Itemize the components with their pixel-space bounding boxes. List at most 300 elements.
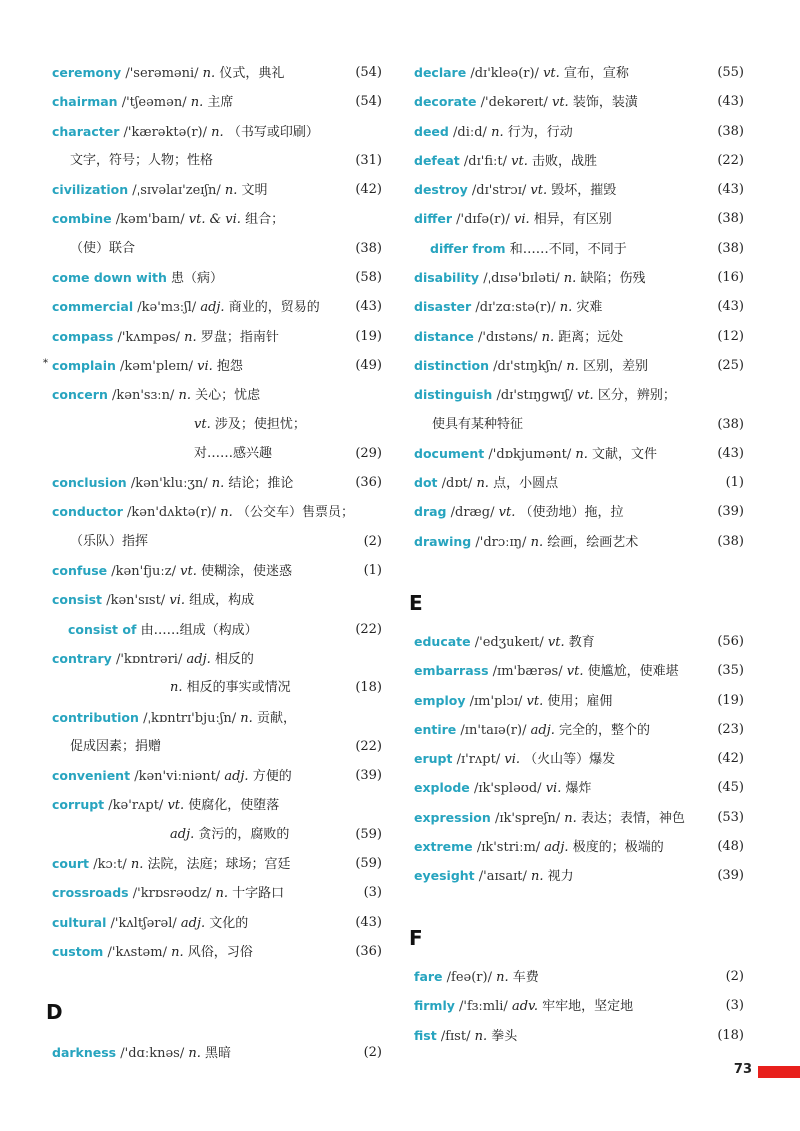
pronunciation: /'kʌltʃərəl/ bbox=[110, 915, 177, 931]
glossary-entry bbox=[414, 87, 744, 116]
chinese-meaning: 距离；远处 bbox=[558, 329, 624, 345]
entry-continuation: 促成因素；捐赠 bbox=[70, 738, 162, 754]
pronunciation: /ɪk'striːm/ bbox=[476, 840, 541, 856]
section-f-entries bbox=[414, 962, 744, 1050]
part-of-speech: n. bbox=[563, 271, 577, 287]
glossary-entry bbox=[414, 263, 744, 292]
unit-page-ref: (2) bbox=[363, 1045, 382, 1060]
page-number: 73 bbox=[733, 1062, 752, 1077]
chinese-meaning: 涉及；使担忧； bbox=[214, 416, 306, 432]
chinese-meaning: 绘画，绘画艺术 bbox=[547, 534, 639, 550]
unit-page-ref: (58) bbox=[355, 270, 382, 286]
part-of-speech: n. bbox=[184, 329, 197, 345]
part-of-speech: n. bbox=[190, 95, 204, 111]
part-of-speech: n. bbox=[496, 970, 509, 985]
chinese-meaning: 点，小圆点 bbox=[493, 476, 559, 492]
chinese-meaning: 贡献， bbox=[256, 710, 296, 726]
entry-continuation: 对……感兴趣 bbox=[194, 445, 273, 461]
unit-page-ref: (1) bbox=[725, 475, 744, 491]
pronunciation: /kən'sɜːn/ bbox=[112, 388, 175, 404]
part-of-speech: n. bbox=[240, 710, 253, 726]
unit-page-ref: (16) bbox=[717, 270, 744, 286]
glossary-entry bbox=[414, 292, 744, 321]
headword: chairman bbox=[52, 94, 118, 110]
headword: contrary bbox=[52, 650, 112, 666]
glossary-entry bbox=[52, 790, 382, 819]
part-of-speech: n. bbox=[566, 358, 579, 374]
chinese-meaning: （公交车）售票员； bbox=[236, 505, 354, 521]
chinese-meaning: 击败，战胜 bbox=[531, 153, 597, 169]
unit-page-ref: (3) bbox=[725, 998, 744, 1014]
section-letter-f: F bbox=[409, 926, 423, 950]
section-e-entries bbox=[414, 627, 744, 891]
part-of-speech: adj. bbox=[224, 769, 249, 785]
part-of-speech: n. bbox=[188, 1046, 201, 1061]
part-of-speech: n. bbox=[474, 1028, 488, 1044]
part-of-speech: n. bbox=[215, 886, 228, 902]
chinese-meaning: 黑暗 bbox=[205, 1046, 232, 1061]
pronunciation: /kən'fjuːz/ bbox=[111, 564, 177, 580]
pronunciation: /'kærəktə(r)/ bbox=[123, 124, 208, 140]
chinese-meaning: 视力 bbox=[547, 869, 574, 885]
pronunciation: /ɪm'bærəs/ bbox=[492, 664, 563, 680]
chinese-meaning: 使尴尬，使难堪 bbox=[587, 664, 679, 680]
headword: disability bbox=[414, 270, 480, 286]
entry-continuation: 使具有某种特征 bbox=[432, 416, 524, 432]
section-letter-e: E bbox=[409, 591, 423, 615]
part-of-speech: n. bbox=[130, 857, 144, 873]
glossary-entry bbox=[43, 351, 382, 380]
unit-page-ref: (39) bbox=[355, 768, 382, 784]
glossary-entry bbox=[414, 410, 744, 439]
pronunciation: /kən'kluːʒn/ bbox=[130, 476, 208, 492]
glossary-entry bbox=[52, 732, 382, 761]
pronunciation: /'dɪstəns/ bbox=[478, 329, 538, 345]
part-of-speech: n. bbox=[530, 534, 544, 550]
pronunciation: /dɪ'stɪŋgwɪʃ/ bbox=[496, 388, 573, 404]
headword: conductor bbox=[52, 504, 123, 520]
unit-page-ref: (43) bbox=[355, 914, 382, 930]
chinese-meaning: 缺陷；伤残 bbox=[580, 271, 646, 287]
unit-page-ref: (39) bbox=[717, 504, 744, 520]
unit-page-ref: (2) bbox=[363, 533, 382, 549]
part-of-speech: vt. & vi. bbox=[188, 212, 241, 228]
glossary-entry bbox=[52, 556, 382, 585]
headword: drag bbox=[414, 504, 447, 520]
headword: character bbox=[52, 123, 120, 139]
headword: differ bbox=[414, 211, 453, 227]
part-of-speech: n. bbox=[575, 446, 588, 462]
unit-page-ref: (38) bbox=[717, 240, 744, 256]
chinese-meaning: 十字路口 bbox=[232, 886, 285, 902]
unit-page-ref: (38) bbox=[717, 416, 744, 432]
unit-page-ref: (29) bbox=[355, 445, 382, 461]
chinese-meaning: （书写或印刷） bbox=[227, 124, 319, 140]
headword: differ from bbox=[430, 240, 506, 256]
unit-page-ref: (38) bbox=[717, 123, 744, 139]
unit-page-ref: (39) bbox=[717, 868, 744, 884]
chinese-meaning: 方便的 bbox=[252, 769, 292, 785]
part-of-speech: vt. bbox=[526, 693, 544, 709]
part-of-speech: vt. bbox=[167, 798, 185, 814]
part-of-speech: n. bbox=[211, 124, 224, 140]
part-of-speech: vt. bbox=[511, 153, 528, 169]
headword: firmly bbox=[414, 998, 455, 1014]
chinese-meaning: 完全的，整个的 bbox=[559, 722, 651, 738]
part-of-speech: adj. bbox=[170, 826, 195, 842]
unit-page-ref: (31) bbox=[355, 152, 382, 168]
glossary-entry bbox=[414, 234, 744, 263]
pronunciation: /kə'rʌpt/ bbox=[108, 798, 164, 814]
pronunciation: /'fɜːmli/ bbox=[459, 999, 508, 1015]
pronunciation: /kə'mɜːʃl/ bbox=[137, 300, 197, 316]
headword: declare bbox=[414, 65, 467, 80]
chinese-meaning: 表达；表情，神色 bbox=[580, 810, 685, 826]
pronunciation: /ɪm'plɔɪ/ bbox=[469, 693, 523, 709]
chinese-meaning: 罗盘；指南针 bbox=[200, 329, 279, 345]
glossary-entry bbox=[414, 991, 744, 1020]
headword: commercial bbox=[52, 299, 134, 315]
part-of-speech: vi. bbox=[513, 212, 530, 228]
part-of-speech: n. bbox=[476, 476, 489, 492]
glossary-entry bbox=[414, 58, 744, 87]
glossary-entry bbox=[414, 380, 744, 409]
pronunciation: /ˌdɪsə'bɪləti/ bbox=[483, 271, 560, 287]
part-of-speech: vi. bbox=[169, 593, 185, 609]
glossary-entry bbox=[52, 117, 382, 146]
headword: civilization bbox=[52, 182, 129, 198]
pronunciation: /kən'sɪst/ bbox=[106, 593, 166, 609]
unit-page-ref: (54) bbox=[355, 94, 382, 110]
glossary-entry bbox=[52, 175, 382, 204]
glossary-entry bbox=[52, 58, 382, 87]
unit-page-ref: (59) bbox=[355, 826, 382, 842]
glossary-entry bbox=[414, 117, 744, 146]
pronunciation: /'edʒukeɪt/ bbox=[474, 635, 544, 650]
unit-page-ref: (54) bbox=[355, 65, 382, 80]
unit-page-ref: (35) bbox=[717, 663, 744, 679]
pronunciation: /dɒt/ bbox=[441, 476, 473, 492]
chinese-meaning: 使腐化，使堕落 bbox=[188, 798, 280, 814]
glossary-entry bbox=[414, 744, 744, 773]
chinese-meaning: 患（病） bbox=[171, 271, 224, 287]
chinese-meaning: 风俗，习俗 bbox=[187, 944, 253, 960]
pronunciation: /ɪk'spreʃn/ bbox=[494, 810, 561, 826]
headword: defeat bbox=[414, 152, 460, 168]
pronunciation: /ˌsɪvəlaɪ'zeɪʃn/ bbox=[132, 183, 221, 199]
unit-page-ref: (55) bbox=[717, 65, 744, 80]
unit-page-ref: (36) bbox=[355, 943, 382, 959]
glossary-entry bbox=[52, 644, 382, 673]
glossary-entry bbox=[414, 497, 744, 526]
glossary-entry bbox=[414, 715, 744, 744]
entry-marker: * bbox=[43, 357, 48, 369]
glossary-entry bbox=[414, 627, 744, 656]
headword: dot bbox=[414, 475, 438, 491]
pronunciation: /dɪ'kleə(r)/ bbox=[470, 66, 539, 81]
part-of-speech: vt. bbox=[530, 183, 548, 199]
unit-page-ref: (45) bbox=[717, 780, 744, 796]
headword: embarrass bbox=[414, 663, 489, 679]
part-of-speech: n. bbox=[224, 183, 238, 199]
pronunciation: /ˌkɒntrɪ'bjuːʃn/ bbox=[143, 710, 237, 726]
headword: deed bbox=[414, 123, 449, 139]
part-of-speech: vi. bbox=[504, 752, 520, 768]
pronunciation: /'dɑːknəs/ bbox=[120, 1046, 185, 1061]
chinese-meaning: 使用；雇佣 bbox=[547, 693, 613, 709]
headword: contribution bbox=[52, 709, 139, 725]
headword: employ bbox=[414, 692, 466, 708]
part-of-speech: n. bbox=[171, 944, 184, 960]
chinese-meaning: 文化的 bbox=[209, 915, 249, 931]
pronunciation: /'krɒsrəʊdz/ bbox=[132, 886, 212, 902]
glossary-entry bbox=[414, 962, 744, 991]
glossary-entry bbox=[52, 585, 382, 614]
part-of-speech: n. bbox=[559, 300, 573, 316]
headword: disaster bbox=[414, 299, 472, 315]
unit-page-ref: (18) bbox=[717, 1027, 744, 1043]
part-of-speech: vt. bbox=[566, 664, 584, 680]
chinese-meaning: 商业的，贸易的 bbox=[228, 300, 320, 316]
headword: consist of bbox=[68, 621, 137, 637]
pronunciation: /diːd/ bbox=[453, 124, 487, 140]
unit-page-ref: (3) bbox=[363, 885, 382, 901]
chinese-meaning: 宣布，宣称 bbox=[563, 66, 629, 81]
pronunciation: /kən'dʌktə(r)/ bbox=[127, 505, 217, 521]
glossary-entry bbox=[52, 468, 382, 497]
pronunciation: /'dɒkjumənt/ bbox=[488, 446, 572, 462]
chinese-meaning: 拳头 bbox=[491, 1028, 518, 1044]
headword: combine bbox=[52, 211, 112, 227]
headword: crossroads bbox=[52, 885, 129, 901]
pronunciation: /ɪk'spləʊd/ bbox=[473, 781, 542, 797]
chinese-meaning: 爆炸 bbox=[565, 781, 592, 797]
glossary-entry bbox=[414, 175, 744, 204]
glossary-entry bbox=[414, 468, 744, 497]
glossary-entry bbox=[52, 849, 382, 878]
part-of-speech: adj. bbox=[180, 915, 206, 931]
part-of-speech: n. bbox=[541, 329, 555, 345]
headword: decorate bbox=[414, 94, 477, 110]
section-d-entries bbox=[52, 1038, 382, 1067]
entry-extra-sense bbox=[52, 417, 306, 432]
unit-page-ref: (38) bbox=[717, 533, 744, 549]
headword: distance bbox=[414, 328, 474, 344]
headword: educate bbox=[414, 634, 471, 649]
chinese-meaning: （火山等）爆发 bbox=[524, 752, 616, 768]
headword: consist bbox=[52, 592, 103, 608]
headword: explode bbox=[414, 780, 470, 796]
part-of-speech: n. bbox=[530, 869, 544, 885]
headword: cultural bbox=[52, 914, 107, 930]
glossary-entry bbox=[414, 322, 744, 351]
chinese-meaning: 区别，差别 bbox=[582, 358, 648, 374]
glossary-entry bbox=[414, 803, 744, 832]
chinese-meaning: （使劲地）拖，拉 bbox=[519, 505, 624, 521]
chinese-meaning: 装饰，装潢 bbox=[572, 95, 638, 111]
pronunciation: /dɪ'fiːt/ bbox=[463, 153, 507, 169]
chinese-meaning: 关心；忧虑 bbox=[195, 388, 261, 404]
glossary-entry bbox=[52, 146, 382, 175]
part-of-speech: vt. bbox=[194, 416, 211, 432]
glossary-entry bbox=[414, 861, 744, 890]
part-of-speech: vt. bbox=[543, 66, 560, 81]
unit-page-ref: (22) bbox=[717, 152, 744, 168]
unit-page-ref: (22) bbox=[355, 621, 382, 637]
unit-page-ref: (43) bbox=[717, 445, 744, 461]
glossary-entry bbox=[52, 937, 382, 966]
pronunciation: /'kɒntrəri/ bbox=[115, 651, 183, 667]
glossary-entry bbox=[414, 686, 744, 715]
right-column bbox=[414, 58, 744, 556]
glossary-entry bbox=[414, 656, 744, 685]
chinese-meaning: 结论；推论 bbox=[228, 476, 294, 492]
unit-page-ref: (23) bbox=[717, 721, 744, 737]
chinese-meaning: 由……组成（构成） bbox=[140, 622, 258, 638]
headword: custom bbox=[52, 943, 104, 959]
entry-continuation: （乐队）指挥 bbox=[70, 533, 149, 549]
unit-page-ref: (19) bbox=[717, 692, 744, 708]
pronunciation: /feə(r)/ bbox=[446, 970, 492, 985]
part-of-speech: vt. bbox=[498, 505, 516, 521]
glossary-entry bbox=[414, 146, 744, 175]
chinese-meaning: 牢牢地，坚定地 bbox=[542, 999, 634, 1015]
entry-extra-sense bbox=[52, 680, 291, 695]
unit-page-ref: (43) bbox=[717, 299, 744, 315]
glossary-entry bbox=[52, 410, 382, 439]
headword: destroy bbox=[414, 182, 468, 198]
part-of-speech: adj. bbox=[186, 651, 211, 667]
chinese-meaning: 使糊涂，使迷惑 bbox=[201, 564, 293, 580]
pronunciation: /'dɪfə(r)/ bbox=[456, 212, 510, 228]
glossary-entry bbox=[52, 380, 382, 409]
chinese-meaning: 毁坏，摧毁 bbox=[551, 183, 617, 199]
chinese-meaning: 区分，辨别； bbox=[597, 388, 676, 404]
headword: erupt bbox=[414, 751, 453, 767]
glossary-entry bbox=[414, 832, 744, 861]
part-of-speech: adj. bbox=[200, 300, 225, 316]
part-of-speech: vt. bbox=[547, 635, 565, 650]
pronunciation: /'kʌstəm/ bbox=[107, 944, 167, 960]
headword: corrupt bbox=[52, 797, 105, 813]
headword: compass bbox=[52, 328, 114, 344]
chinese-meaning: 相反的事实或情况 bbox=[186, 680, 291, 696]
part-of-speech: vt. bbox=[576, 388, 594, 404]
part-of-speech: n. bbox=[491, 124, 504, 140]
unit-page-ref: (36) bbox=[355, 475, 382, 491]
glossary-entry bbox=[52, 87, 382, 116]
glossary-entry bbox=[52, 527, 382, 556]
unit-page-ref: (25) bbox=[717, 357, 744, 373]
chinese-meaning: 贪污的，腐败的 bbox=[198, 826, 290, 842]
headword: eyesight bbox=[414, 868, 475, 884]
chinese-meaning: 法院，法庭；球场；宫廷 bbox=[147, 857, 291, 873]
headword: drawing bbox=[414, 533, 472, 549]
part-of-speech: n. bbox=[220, 505, 233, 521]
chinese-meaning: 和……不同，不同于 bbox=[509, 241, 627, 257]
pronunciation: /ɪn'taɪə(r)/ bbox=[460, 722, 527, 738]
unit-page-ref: (59) bbox=[355, 856, 382, 872]
unit-page-ref: (22) bbox=[355, 738, 382, 754]
glossary-entry bbox=[52, 1038, 382, 1067]
pronunciation: /'serəməni/ bbox=[125, 66, 199, 81]
chinese-meaning: 教育 bbox=[568, 635, 595, 650]
glossary-entry bbox=[414, 351, 744, 380]
pronunciation: /dɪ'stɪŋkʃn/ bbox=[493, 358, 563, 374]
glossary-entry bbox=[52, 234, 382, 263]
glossary-entry bbox=[52, 615, 382, 644]
glossary-entry bbox=[414, 527, 744, 556]
pronunciation: /ɪ'rʌpt/ bbox=[456, 752, 501, 768]
pronunciation: /kəm'pleɪn/ bbox=[120, 358, 193, 374]
headword: conclusion bbox=[52, 475, 127, 491]
entry-continuation: 文字，符号；人物；性格 bbox=[70, 152, 214, 168]
part-of-speech: vi. bbox=[197, 358, 213, 374]
glossary-entry bbox=[52, 292, 382, 321]
pronunciation: /dɪ'zɑːstə(r)/ bbox=[475, 300, 556, 316]
unit-page-ref: (56) bbox=[717, 634, 744, 649]
part-of-speech: vt. bbox=[551, 95, 569, 111]
unit-page-ref: (43) bbox=[717, 94, 744, 110]
unit-page-ref: (43) bbox=[717, 182, 744, 198]
headword: extreme bbox=[414, 839, 473, 855]
glossary-entry bbox=[52, 439, 382, 468]
part-of-speech: adj. bbox=[544, 840, 569, 856]
unit-page-ref: (1) bbox=[363, 563, 382, 579]
headword: convenient bbox=[52, 768, 131, 784]
chinese-meaning: 组成，构成 bbox=[189, 593, 255, 609]
headword: distinction bbox=[414, 357, 489, 373]
pronunciation: /'tʃeəmən/ bbox=[121, 95, 187, 111]
chinese-meaning: 文献，文件 bbox=[592, 446, 658, 462]
glossary-entry bbox=[414, 439, 744, 468]
glossary-entry bbox=[414, 204, 744, 233]
chinese-meaning: 抱怨 bbox=[216, 358, 243, 374]
glossary-entry bbox=[52, 673, 382, 702]
pronunciation: /dræg/ bbox=[450, 505, 495, 521]
unit-page-ref: (48) bbox=[717, 839, 744, 855]
headword: come down with bbox=[52, 270, 167, 286]
pronunciation: /fɪst/ bbox=[440, 1028, 471, 1044]
unit-page-ref: (2) bbox=[725, 969, 744, 984]
chinese-meaning: 车费 bbox=[512, 970, 539, 985]
part-of-speech: n. bbox=[170, 680, 183, 696]
entry-continuation: （使）联合 bbox=[70, 240, 136, 256]
part-of-speech: n. bbox=[178, 388, 191, 404]
chinese-meaning: 行为，行动 bbox=[507, 124, 573, 140]
headword: ceremony bbox=[52, 65, 122, 80]
headword: concern bbox=[52, 387, 108, 403]
pronunciation: /'kʌmpəs/ bbox=[117, 329, 181, 345]
chinese-meaning: 主席 bbox=[207, 95, 234, 111]
unit-page-ref: (12) bbox=[717, 328, 744, 344]
chinese-meaning: 相异，有区别 bbox=[533, 212, 612, 228]
part-of-speech: n. bbox=[211, 476, 225, 492]
left-column bbox=[43, 58, 382, 966]
glossary-entry bbox=[52, 204, 382, 233]
pronunciation: /dɪ'strɔɪ/ bbox=[471, 183, 527, 199]
part-of-speech: n. bbox=[564, 810, 577, 826]
chinese-meaning: 文明 bbox=[241, 183, 268, 199]
part-of-speech: adv. bbox=[511, 999, 538, 1015]
glossary-entry bbox=[52, 820, 382, 849]
part-of-speech: n. bbox=[202, 66, 216, 81]
glossary-entry bbox=[414, 773, 744, 802]
headword: entire bbox=[414, 721, 457, 737]
chinese-meaning: 仪式，典礼 bbox=[219, 66, 285, 81]
page-number-accent-bar bbox=[758, 1066, 800, 1078]
pronunciation: /kən'viːniənt/ bbox=[134, 769, 221, 785]
